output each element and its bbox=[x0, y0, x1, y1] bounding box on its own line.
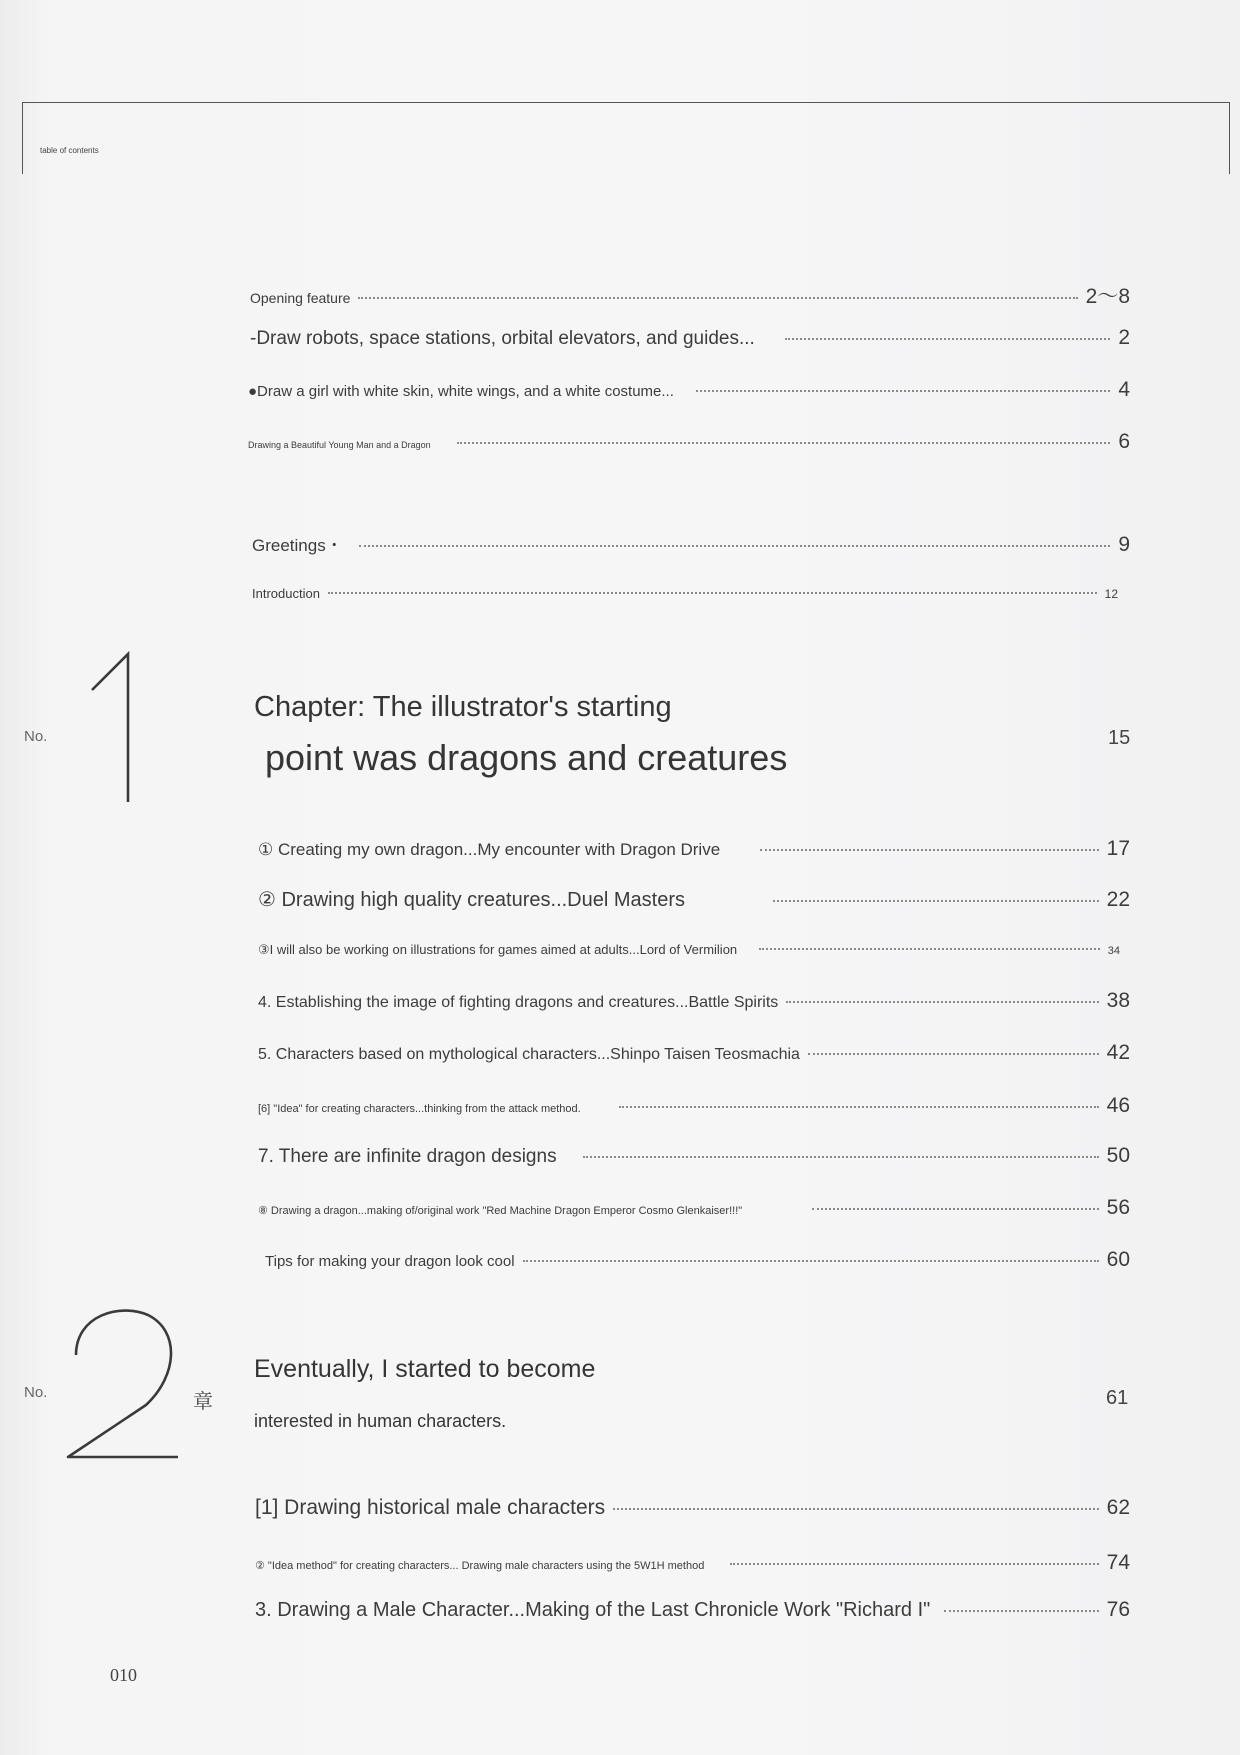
dot-leader bbox=[786, 1001, 1098, 1003]
toc-entry-title: Tips for making your dragon look cool bbox=[265, 1253, 515, 1270]
chapter-2-kanji: 章 bbox=[193, 1389, 213, 1413]
toc-entry-page: 74 bbox=[1106, 1551, 1130, 1574]
toc-entry-page: 6 bbox=[1118, 430, 1130, 453]
chapter-2-title-line2: interested in human characters. bbox=[254, 1411, 507, 1431]
toc-entry-ch1-2[interactable] bbox=[258, 887, 1130, 912]
header-frame bbox=[22, 102, 1230, 174]
chapter-2-page: 61 bbox=[1106, 1387, 1129, 1409]
dot-leader bbox=[730, 1563, 1098, 1565]
toc-entry-page: 2 bbox=[1118, 326, 1130, 349]
toc-entry-ch1-8[interactable] bbox=[258, 1196, 1130, 1220]
chapter-1-page: 15 bbox=[1108, 727, 1131, 749]
toc-entry-title: Introduction bbox=[252, 586, 320, 601]
toc-entry-draw-robots[interactable] bbox=[250, 326, 1130, 350]
chapter-1-title-line2: point was dragons and creatures bbox=[265, 737, 788, 778]
chapter-1-no-label: No. bbox=[24, 728, 48, 745]
chapter-2-no-label: No. bbox=[24, 1384, 48, 1401]
toc-entry-page: 9 bbox=[1118, 533, 1130, 556]
dot-leader bbox=[785, 338, 1111, 340]
toc-entry-page: 50 bbox=[1106, 1144, 1130, 1167]
dot-leader bbox=[773, 900, 1099, 902]
dot-leader bbox=[808, 1053, 1099, 1055]
dot-leader bbox=[523, 1260, 1099, 1262]
dot-leader bbox=[759, 948, 1100, 950]
toc-entry-page: 12 bbox=[1104, 587, 1118, 601]
toc-entry-opening-feature[interactable] bbox=[250, 280, 1130, 310]
toc-entry-page: 62 bbox=[1106, 1496, 1130, 1519]
dot-leader bbox=[619, 1106, 1099, 1108]
dot-leader bbox=[328, 592, 1097, 594]
toc-entry-beautiful-young-man[interactable] bbox=[248, 430, 1130, 454]
toc-entry-title: -Draw robots, space stations, orbital elevators, and guides... bbox=[250, 328, 755, 349]
toc-entry-page: 38 bbox=[1106, 989, 1130, 1012]
toc-entry-ch1-9[interactable] bbox=[265, 1248, 1130, 1272]
dot-leader bbox=[760, 849, 1098, 851]
toc-entry-title: 5. Characters based on mythological characters...Shinpo Taisen Teosmachia bbox=[258, 1046, 800, 1063]
toc-entry-title: [6] "Idea" for creating characters...thinking from the attack method. bbox=[258, 1103, 581, 1115]
dot-leader bbox=[358, 297, 1077, 299]
chapter-1-title-line1: Chapter: The illustrator's starting bbox=[254, 691, 672, 723]
toc-entry-page: 34 bbox=[1107, 945, 1120, 957]
toc-entry-title: Greetings・ bbox=[252, 536, 343, 555]
toc-entry-ch1-1[interactable] bbox=[258, 837, 1130, 861]
toc-entry-ch1-6[interactable] bbox=[258, 1094, 1130, 1118]
toc-entry-ch1-5[interactable] bbox=[258, 1041, 1130, 1065]
dot-leader bbox=[613, 1508, 1099, 1510]
toc-entry-ch1-7[interactable] bbox=[258, 1144, 1130, 1168]
toc-entry-page: 2～8 bbox=[1085, 285, 1130, 308]
chapter-1-numeral bbox=[70, 650, 150, 810]
toc-entry-title: [1] Drawing historical male characters bbox=[255, 1496, 606, 1519]
toc-entry-page: 22 bbox=[1106, 888, 1130, 911]
toc-entry-title: ① Creating my own dragon...My encounter with Dragon Drive bbox=[258, 840, 721, 859]
toc-entry-ch2-2[interactable] bbox=[255, 1551, 1130, 1575]
toc-entry-page: 17 bbox=[1106, 837, 1130, 860]
dot-leader bbox=[583, 1156, 1099, 1158]
toc-entry-title: ③I will also be working on illustrations for games aimed at adults...Lord of Vermilion bbox=[258, 942, 738, 957]
toc-entry-ch2-3[interactable] bbox=[255, 1598, 1130, 1622]
toc-entry-page: 56 bbox=[1106, 1196, 1130, 1219]
toc-entry-title: ② "Idea method" for creating characters... Drawing male characters using the 5W1H method bbox=[255, 1560, 705, 1572]
toc-entry-title: 3. Drawing a Male Character...Making of the Last Chronicle Work "Richard I" bbox=[255, 1599, 931, 1621]
toc-entry-page: 46 bbox=[1106, 1094, 1130, 1117]
dot-leader bbox=[457, 442, 1111, 444]
toc-entry-title: Drawing a Beautiful Young Man and a Dragon bbox=[248, 440, 431, 450]
toc-entry-draw-girl[interactable] bbox=[248, 378, 1130, 402]
toc-entry-title: 7. There are infinite dragon designs bbox=[258, 1146, 557, 1167]
toc-entry-title: ⑧ Drawing a dragon...making of/original work "Red Machine Dragon Emperor Cosmo Glenkaiser!!!" bbox=[258, 1205, 743, 1217]
toc-entry-title: ② Drawing high quality creatures...Duel Masters bbox=[258, 889, 685, 911]
toc-entry-title: Opening feature bbox=[250, 290, 351, 306]
toc-entry-page: 42 bbox=[1106, 1041, 1130, 1064]
toc-entry-page: 4 bbox=[1118, 378, 1130, 401]
toc-entry-ch2-1[interactable] bbox=[255, 1496, 1130, 1520]
toc-entry-page: 60 bbox=[1106, 1248, 1130, 1271]
chapter-2-numeral bbox=[62, 1305, 184, 1465]
toc-entry-ch1-4[interactable] bbox=[258, 989, 1130, 1013]
toc-entry-ch1-3[interactable] bbox=[258, 942, 1120, 958]
page-number: 010 bbox=[110, 1665, 137, 1685]
dot-leader bbox=[812, 1208, 1098, 1210]
toc-entry-title: ●Draw a girl with white skin, white wings, and a white costume... bbox=[248, 383, 674, 400]
chapter-2-title-line1: Eventually, I started to become bbox=[254, 1355, 596, 1383]
toc-entry-page: 76 bbox=[1106, 1598, 1130, 1621]
toc-entry-greetings[interactable] bbox=[252, 531, 1130, 557]
dot-leader bbox=[696, 390, 1110, 392]
dot-leader bbox=[359, 545, 1111, 547]
dot-leader bbox=[944, 1610, 1098, 1612]
toc-entry-title: 4. Establishing the image of fighting dragons and creatures...Battle Spirits bbox=[258, 994, 779, 1011]
toc-entry-introduction[interactable] bbox=[252, 586, 1118, 601]
header-label: table of contents bbox=[40, 146, 99, 155]
